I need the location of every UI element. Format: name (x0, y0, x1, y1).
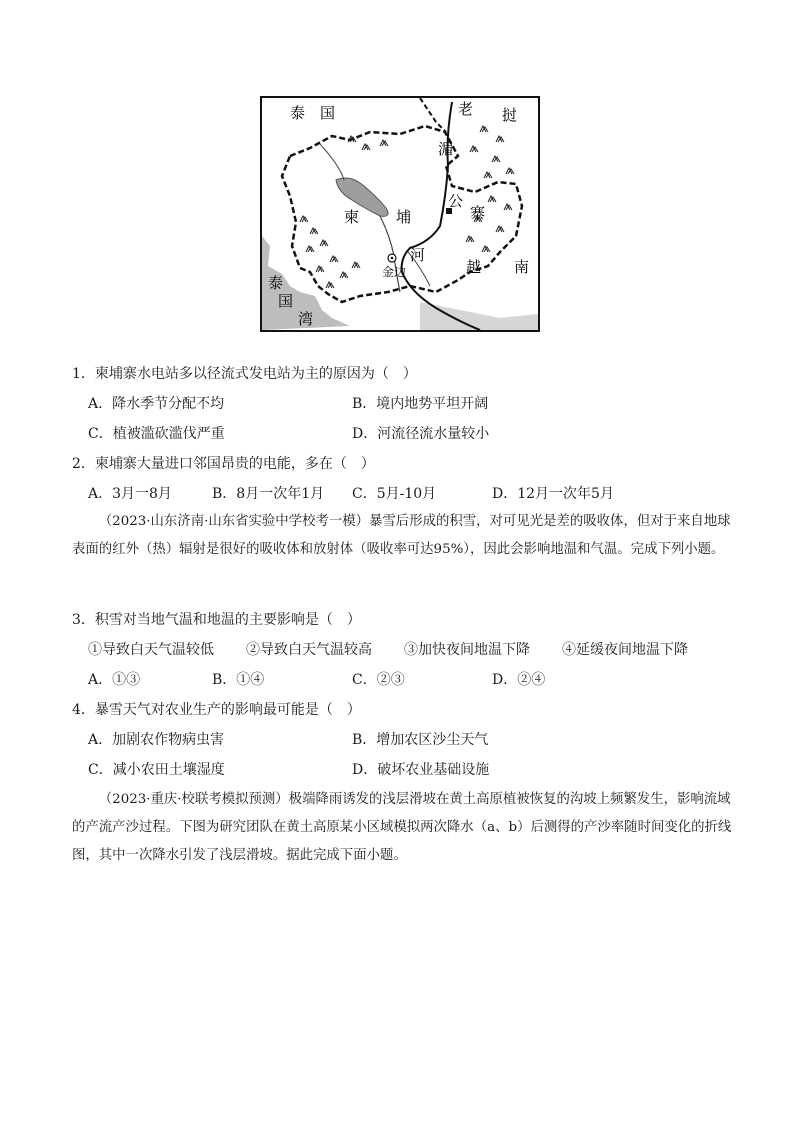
question-1-option-d: D．河流径流水量较小 (352, 426, 490, 442)
label-cambodia-2: 埔 (396, 210, 412, 226)
label-capital: 金边 (382, 265, 407, 279)
question-1-option-a: A．降水季节分配不均 (88, 396, 225, 412)
passage-landslide: （2023·重庆·校联考模拟预测）极端降雨诱发的浅层滑坡在黄土高原植被恢复的沟坡上频繁发生，影响流域的产流产沙过程。下图为研究团队在黄土高原某小区域模拟两次降水（a、b）后测得的产沙率随时间变化的折线图，其中一次降水引发了浅层滑坡。据此完成下面小题。 (72, 792, 732, 863)
question-4-stem: 4．暴雪天气对农业生产的影响最可能是（ ） (72, 702, 361, 718)
label-cambodia-1: 柬 (344, 210, 360, 226)
question-3-option-b: B．①④ (212, 672, 265, 688)
label-vietnam-2: 南 (514, 260, 530, 276)
question-3-statement-3: ③加快夜间地温下降 (404, 642, 530, 658)
question-3-option-c: C．②③ (352, 672, 405, 688)
label-mekong-1: 湄 (438, 142, 454, 158)
question-3-option-d: D．②④ (492, 672, 546, 688)
question-3-statement-4: ④延缓夜间地温下降 (562, 642, 688, 658)
question-4-option-a: A．加剧农作物病虫害 (88, 732, 225, 748)
question-1-option-c: C．植被滥砍滥伐严重 (88, 426, 225, 442)
label-mekong-2: 公 (448, 194, 464, 210)
question-1-stem: 1．柬埔寨水电站多以径流式发电站为主的原因为（ ） (72, 366, 417, 382)
question-3-stem: 3．积雪对当地气温和地温的主要影响是（ ） (72, 612, 361, 628)
map-svg (260, 96, 540, 332)
label-cambodia-3: 寨 (470, 206, 486, 222)
label-gulf-1: 泰 (268, 276, 284, 292)
question-2-option-c: C．5月-10月 (352, 486, 437, 502)
question-2-option-d: D．12月一次年5月 (492, 486, 614, 502)
label-laos-2: 挝 (502, 108, 518, 124)
question-3-statement-2: ②导致白天气温较高 (246, 642, 372, 658)
label-gulf-3: 湾 (298, 312, 314, 328)
question-1-option-b: B．境内地势平坦开阔 (352, 396, 489, 412)
question-4-option-b: B．增加农区沙尘天气 (352, 732, 489, 748)
question-2-option-b: B．8月一次年1月 (212, 486, 325, 502)
label-thailand: 泰 国 (290, 106, 336, 122)
cambodia-map (260, 96, 540, 332)
question-4-option-d: D．破坏农业基础设施 (352, 762, 490, 778)
question-2-option-a: A．3月一8月 (88, 486, 172, 502)
label-laos-1: 老 (458, 102, 474, 118)
question-4-option-c: C．减小农田土壤湿度 (88, 762, 225, 778)
question-3-option-a: A．①③ (88, 672, 141, 688)
question-2-stem: 2．柬埔寨大量进口邻国昂贵的电能，多在（ ） (72, 456, 375, 472)
question-3-statement-1: ①导致白天气温较低 (88, 642, 214, 658)
label-gulf-2: 国 (278, 294, 294, 310)
label-river: 河 (410, 248, 426, 264)
passage-snow: （2023·山东济南·山东省实验中学校考一模）暴雪后形成的积雪，对可见光是差的吸收体，但对于来自地球表面的红外（热）辐射是很好的吸收体和放射体（吸收率可达95%），因此会影响地温和气温。完成下列小题。 (72, 514, 731, 557)
label-vietnam-1: 越 (466, 260, 482, 276)
